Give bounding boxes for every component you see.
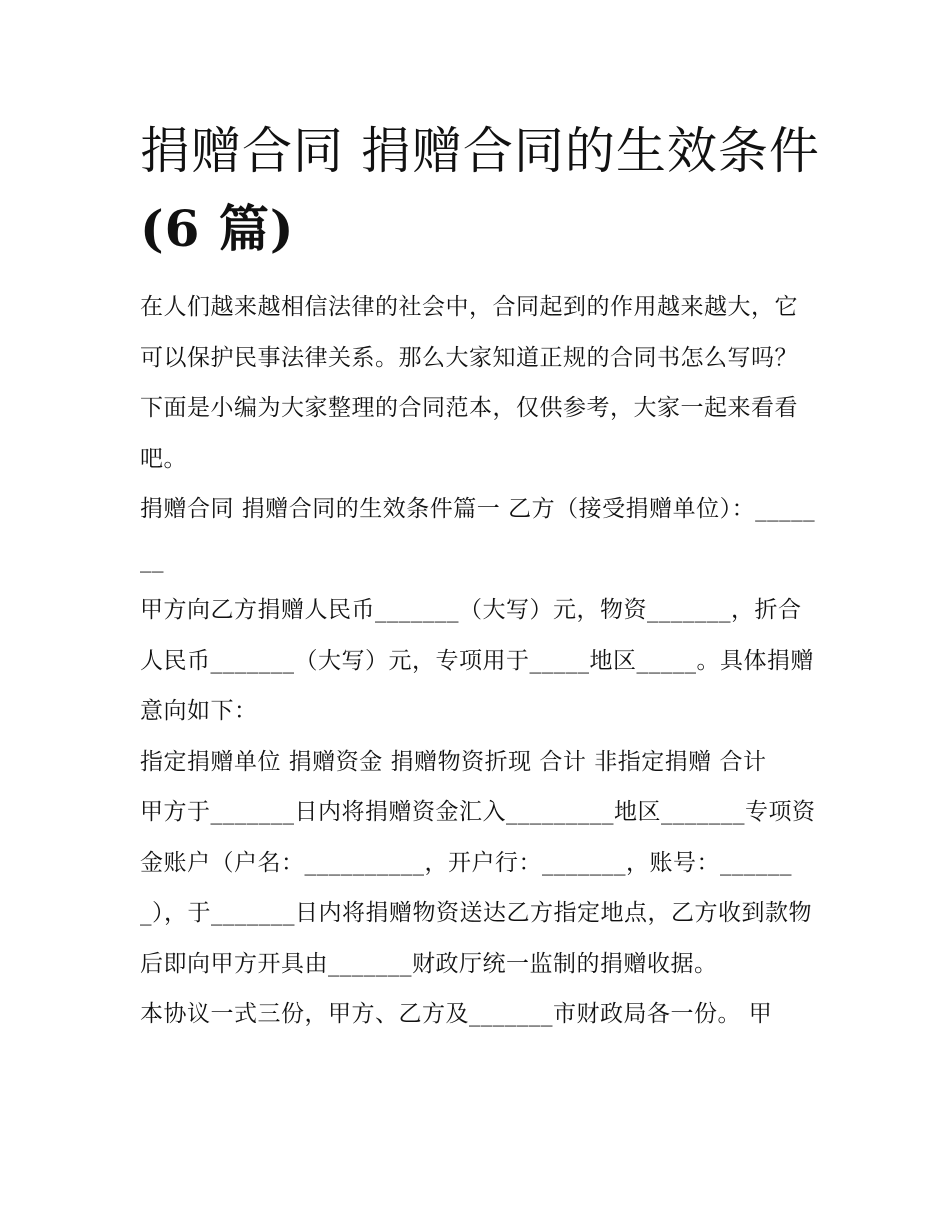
donation-items-paragraph: 指定捐赠单位 捐赠资金 捐赠物资折现 合计 非指定捐赠 合计	[140, 748, 767, 775]
payment-terms-paragraph: 甲方于_______日内将捐赠资金汇入_________地区_______专项资金账户（户名：__________，开户行：_______，账号：_______），于_______日内将捐赠物资送达乙方指定地点，乙方收到款物后即向甲方开具由_______财政厅统一监制的捐赠收据。	[140, 799, 816, 977]
document-page	[140, 112, 820, 1040]
title-line-2: (6 篇)	[140, 199, 295, 258]
title-line-1: 捐赠合同 捐赠合同的生效条件	[140, 122, 820, 180]
intro-paragraph: 在人们越来越相信法律的社会中，合同起到的作用越来越大，它可以保护民事法律关系。那么大家知道正规的合同书怎么写吗？下面是小编为大家整理的合同范本，仅供参考，大家一起来看看吧。	[140, 294, 798, 472]
copies-paragraph: 本协议一式三份，甲方、乙方及_______市财政局各一份。 甲	[140, 1001, 773, 1027]
party-b-paragraph: 捐赠合同 捐赠合同的生效条件篇一 乙方（接受捐赠单位）：_______	[140, 496, 816, 573]
donation-amount-paragraph: 甲方向乙方捐赠人民币_______（大写）元，物资_______，折合人民币_______（大写）元，专项用于_____地区_____。具体捐赠意向如下：	[140, 597, 814, 724]
document-title	[140, 112, 820, 268]
